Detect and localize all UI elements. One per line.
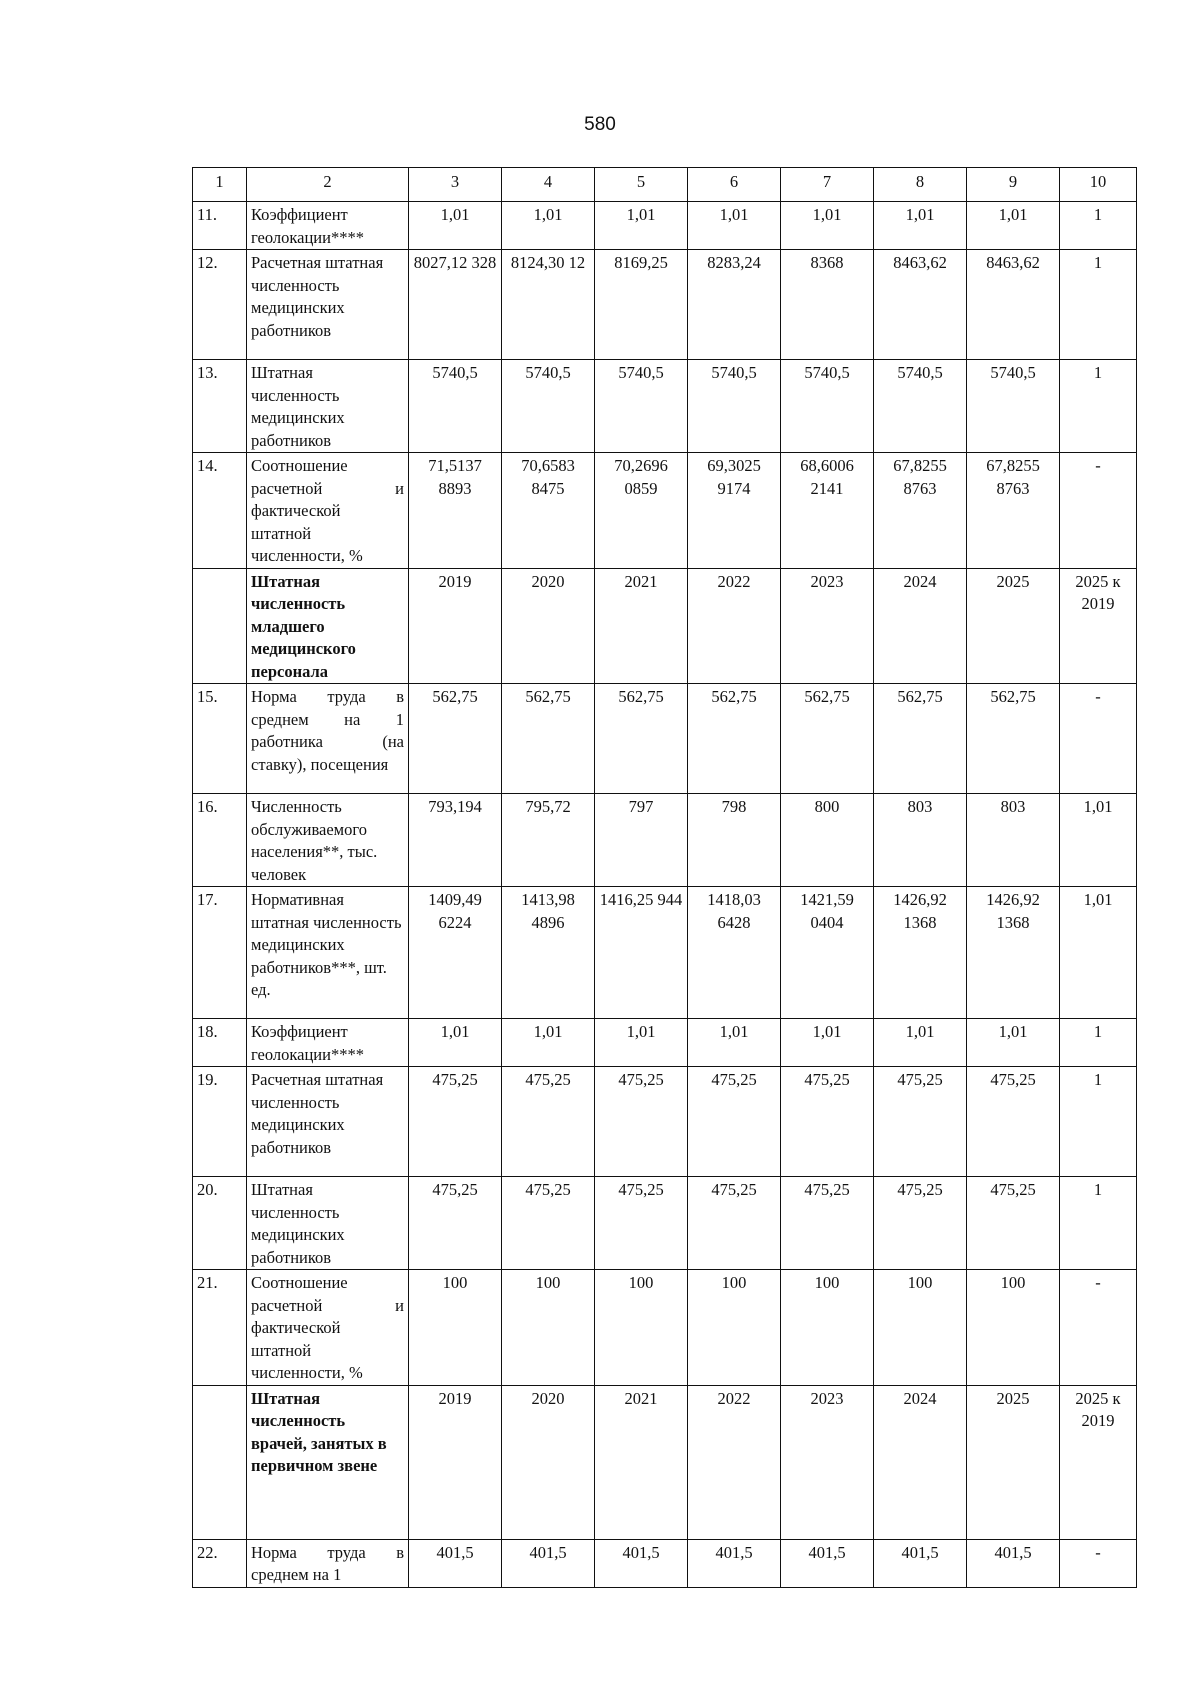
row-number: 14. [193, 453, 247, 569]
ratio-cell: - [1060, 453, 1137, 569]
indicator-name: Расчетная штатная численность медицинских работников [247, 250, 409, 360]
value-cell: 401,5 [688, 1539, 781, 1587]
value-cell: 475,25 [874, 1177, 967, 1270]
value-cell: 1,01 [409, 202, 502, 250]
value-cell: 1,01 [595, 202, 688, 250]
value-cell: 1426,92 1368 [967, 887, 1060, 1019]
value-cell: 800 [781, 794, 874, 887]
value-cell: 562,75 [874, 684, 967, 794]
ratio-cell: 2025 к 2019 [1060, 1385, 1137, 1539]
row-number: 17. [193, 887, 247, 1019]
value-cell: 100 [874, 1270, 967, 1386]
value-cell: 2019 [409, 1385, 502, 1539]
value-cell: 5740,5 [688, 360, 781, 453]
value-cell: 1,01 [688, 202, 781, 250]
indicator-name: Соотношение расчетной и фактической штатной численности, % [247, 453, 409, 569]
value-cell: 8169,25 [595, 250, 688, 360]
table-row [193, 1539, 1137, 1587]
value-cell: 5740,5 [502, 360, 595, 453]
value-cell: 100 [688, 1270, 781, 1386]
value-cell: 475,25 [409, 1067, 502, 1177]
value-cell: 1,01 [409, 1019, 502, 1067]
value-cell: 2023 [781, 568, 874, 684]
value-cell: 1,01 [967, 202, 1060, 250]
value-cell: 5740,5 [967, 360, 1060, 453]
indicator-name: Нормативная штатная численность медицинских работников***, шт. ед. [247, 887, 409, 1019]
column-header: 3 [409, 168, 502, 202]
indicator-name: Коэффициент геолокации**** [247, 202, 409, 250]
value-cell: 5740,5 [595, 360, 688, 453]
row-number: 15. [193, 684, 247, 794]
indicator-name: Штатная численность медицинских работников [247, 1177, 409, 1270]
value-cell: 68,6006 2141 [781, 453, 874, 569]
column-number-row [193, 168, 1137, 202]
row-number: 16. [193, 794, 247, 887]
ratio-cell: 1 [1060, 202, 1137, 250]
value-cell: 1,01 [874, 202, 967, 250]
ratio-cell: 1 [1060, 360, 1137, 453]
value-cell: 8124,30 12 [502, 250, 595, 360]
value-cell: 100 [967, 1270, 1060, 1386]
section-title: Штатная численность младшего медицинского персонала [247, 568, 409, 684]
value-cell: 475,25 [409, 1177, 502, 1270]
column-header: 10 [1060, 168, 1137, 202]
row-number: 21. [193, 1270, 247, 1386]
row-number: 22. [193, 1539, 247, 1587]
indicator-name: Расчетная штатная численность медицинских работников [247, 1067, 409, 1177]
row-number: 11. [193, 202, 247, 250]
indicator-name: Норма труда в среднем на 1 работника (на ставку), посещения [247, 684, 409, 794]
value-cell: 401,5 [967, 1539, 1060, 1587]
ratio-cell: 1 [1060, 1019, 1137, 1067]
column-header: 1 [193, 168, 247, 202]
indicator-name: Численность обслуживаемого населения**, тыс. человек [247, 794, 409, 887]
table-body [193, 168, 1137, 1588]
indicator-name: Соотношение расчетной и фактической штатной численности, % [247, 1270, 409, 1386]
column-header: 7 [781, 168, 874, 202]
value-cell: 2023 [781, 1385, 874, 1539]
value-cell: 67,8255 8763 [874, 453, 967, 569]
table-row [193, 1067, 1137, 1177]
section-header-row [193, 1385, 1137, 1539]
table-row [193, 794, 1137, 887]
value-cell: 475,25 [781, 1177, 874, 1270]
value-cell: 401,5 [409, 1539, 502, 1587]
value-cell: 1416,25 944 [595, 887, 688, 1019]
value-cell: 70,6583 8475 [502, 453, 595, 569]
value-cell: 1418,03 6428 [688, 887, 781, 1019]
table-row [193, 1270, 1137, 1386]
value-cell: 562,75 [595, 684, 688, 794]
value-cell: 100 [502, 1270, 595, 1386]
value-cell: 562,75 [688, 684, 781, 794]
value-cell: 475,25 [874, 1067, 967, 1177]
value-cell: 2022 [688, 1385, 781, 1539]
row-number [193, 1385, 247, 1539]
table-row [193, 250, 1137, 360]
column-header: 8 [874, 168, 967, 202]
value-cell: 2021 [595, 568, 688, 684]
value-cell: 8283,24 [688, 250, 781, 360]
ratio-cell: 1 [1060, 250, 1137, 360]
row-number: 13. [193, 360, 247, 453]
indicator-name: Штатная численность медицинских работников [247, 360, 409, 453]
value-cell: 8027,12 328 [409, 250, 502, 360]
value-cell: 1,01 [781, 1019, 874, 1067]
value-cell: 69,3025 9174 [688, 453, 781, 569]
value-cell: 2019 [409, 568, 502, 684]
value-cell: 2024 [874, 1385, 967, 1539]
value-cell: 475,25 [502, 1067, 595, 1177]
value-cell: 2021 [595, 1385, 688, 1539]
ratio-cell: 2025 к 2019 [1060, 568, 1137, 684]
value-cell: 797 [595, 794, 688, 887]
value-cell: 1413,98 4896 [502, 887, 595, 1019]
row-number: 18. [193, 1019, 247, 1067]
section-header-row [193, 568, 1137, 684]
table-row [193, 1019, 1137, 1067]
value-cell: 793,194 [409, 794, 502, 887]
value-cell: 475,25 [967, 1067, 1060, 1177]
value-cell: 1,01 [967, 1019, 1060, 1067]
value-cell: 5740,5 [781, 360, 874, 453]
ratio-cell: - [1060, 1270, 1137, 1386]
ratio-cell: - [1060, 684, 1137, 794]
value-cell: 100 [409, 1270, 502, 1386]
value-cell: 2022 [688, 568, 781, 684]
row-number [193, 568, 247, 684]
section-title: Штатная численность врачей, занятых в первичном звене [247, 1385, 409, 1539]
value-cell: 401,5 [874, 1539, 967, 1587]
value-cell: 2025 [967, 1385, 1060, 1539]
column-header: 5 [595, 168, 688, 202]
column-header: 9 [967, 168, 1060, 202]
value-cell: 401,5 [502, 1539, 595, 1587]
value-cell: 67,8255 8763 [967, 453, 1060, 569]
value-cell: 401,5 [781, 1539, 874, 1587]
value-cell: 475,25 [595, 1177, 688, 1270]
table-row [193, 360, 1137, 453]
row-number: 12. [193, 250, 247, 360]
ratio-cell: 1,01 [1060, 887, 1137, 1019]
value-cell: 562,75 [409, 684, 502, 794]
ratio-cell: 1 [1060, 1067, 1137, 1177]
value-cell: 100 [595, 1270, 688, 1386]
value-cell: 5740,5 [409, 360, 502, 453]
value-cell: 2025 [967, 568, 1060, 684]
row-number: 20. [193, 1177, 247, 1270]
value-cell: 562,75 [967, 684, 1060, 794]
value-cell: 803 [874, 794, 967, 887]
value-cell: 803 [967, 794, 1060, 887]
value-cell: 1,01 [595, 1019, 688, 1067]
value-cell: 8463,62 [874, 250, 967, 360]
value-cell: 795,72 [502, 794, 595, 887]
value-cell: 8368 [781, 250, 874, 360]
column-header: 2 [247, 168, 409, 202]
staffing-table [192, 167, 1137, 1588]
value-cell: 2020 [502, 1385, 595, 1539]
value-cell: 5740,5 [874, 360, 967, 453]
value-cell: 2024 [874, 568, 967, 684]
ratio-cell: 1,01 [1060, 794, 1137, 887]
column-header: 6 [688, 168, 781, 202]
value-cell: 475,25 [502, 1177, 595, 1270]
indicator-name: Норма труда в среднем на 1 [247, 1539, 409, 1587]
table-row [193, 1177, 1137, 1270]
value-cell: 562,75 [502, 684, 595, 794]
value-cell: 1421,59 0404 [781, 887, 874, 1019]
value-cell: 798 [688, 794, 781, 887]
value-cell: 1,01 [502, 202, 595, 250]
value-cell: 1,01 [502, 1019, 595, 1067]
ratio-cell: - [1060, 1539, 1137, 1587]
value-cell: 401,5 [595, 1539, 688, 1587]
value-cell: 71,5137 8893 [409, 453, 502, 569]
value-cell: 475,25 [688, 1177, 781, 1270]
value-cell: 8463,62 [967, 250, 1060, 360]
value-cell: 70,2696 0859 [595, 453, 688, 569]
indicator-name: Коэффициент геолокации**** [247, 1019, 409, 1067]
row-number: 19. [193, 1067, 247, 1177]
ratio-cell: 1 [1060, 1177, 1137, 1270]
value-cell: 475,25 [781, 1067, 874, 1177]
value-cell: 1,01 [874, 1019, 967, 1067]
value-cell: 1426,92 1368 [874, 887, 967, 1019]
value-cell: 2020 [502, 568, 595, 684]
table-row [193, 202, 1137, 250]
value-cell: 475,25 [688, 1067, 781, 1177]
value-cell: 1,01 [781, 202, 874, 250]
table-row [193, 453, 1137, 569]
value-cell: 1,01 [688, 1019, 781, 1067]
value-cell: 100 [781, 1270, 874, 1386]
column-header: 4 [502, 168, 595, 202]
table-row [193, 887, 1137, 1019]
value-cell: 562,75 [781, 684, 874, 794]
value-cell: 475,25 [967, 1177, 1060, 1270]
value-cell: 475,25 [595, 1067, 688, 1177]
page-number: 580 [584, 114, 616, 135]
table-row [193, 684, 1137, 794]
value-cell: 1409,49 6224 [409, 887, 502, 1019]
